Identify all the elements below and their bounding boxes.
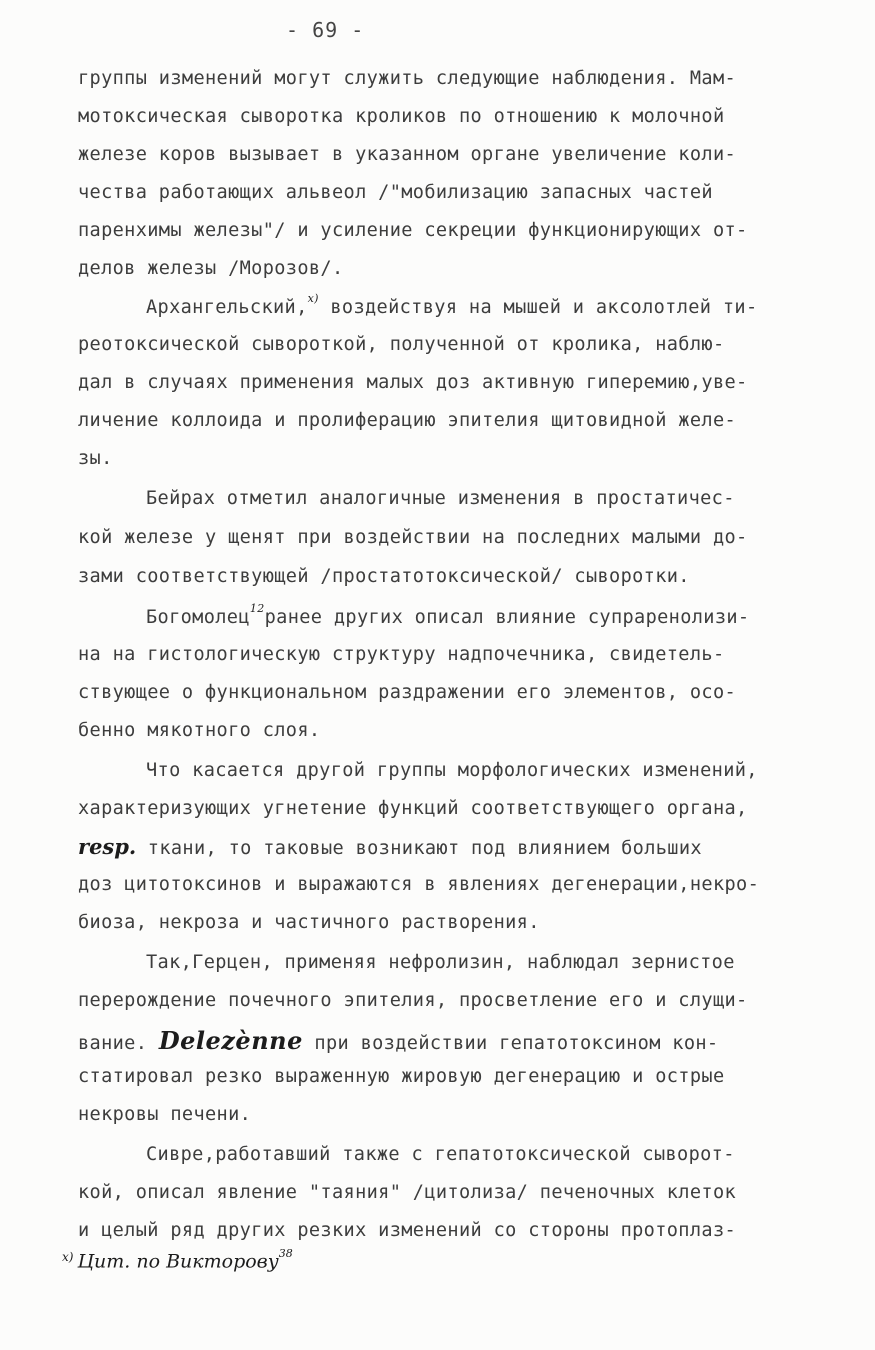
handwritten-word: resp.	[78, 834, 137, 859]
text-line	[78, 1026, 718, 1055]
footnote-marker: x)	[62, 1250, 74, 1265]
text-fragment: Богомолец	[146, 607, 250, 629]
text-line: зы.	[78, 448, 113, 469]
text-line: железе коров вызывает в указанном органе увеличение коли-	[78, 144, 737, 165]
text-line: на на гистологическую структуру надпочечника, свидетель-	[78, 644, 725, 665]
text-fragment: вание.	[78, 1033, 148, 1054]
text-line: некровы печени.	[78, 1104, 252, 1125]
text-line: Бейрах отметил аналогичные изменения в простатичес-	[146, 488, 735, 509]
text-fragment: воздействуя на мышей и аксолотлей ти-	[318, 297, 758, 319]
page-number: - 69 -	[286, 18, 365, 42]
footnote-reference-number: 38	[278, 1247, 293, 1260]
text-line: бенно мякотного слоя.	[78, 720, 321, 741]
text-line	[146, 602, 750, 629]
text-line: и целый ряд других резких изменений со стороны протоплаз-	[78, 1220, 737, 1241]
text-line: делов железы /Морозов/.	[78, 258, 344, 279]
text-line: паренхимы железы"/ и усиление секреции функционирующих от-	[78, 220, 748, 241]
text-line: характеризующих угнетение функций соответствующего органа,	[78, 798, 748, 819]
text-line: Что касается другой группы морфологических изменений,	[146, 760, 758, 781]
text-line: реотоксической сывороткой, полученной от кролика, наблю-	[78, 334, 725, 355]
text-line: личение коллоида и пролиферацию эпителия щитовидной желе-	[78, 410, 737, 431]
text-line: Сивре,работавший также с гепатотоксической сыворот-	[146, 1144, 735, 1165]
text-fragment: Архангельский,	[146, 297, 308, 319]
text-line: Так,Герцен, применяя нефролизин, наблюдал зернистое	[146, 952, 735, 973]
text-fragment: ткани, то таковые возникают под влиянием больших	[136, 838, 702, 859]
handwritten-name: Delezènne	[158, 1026, 303, 1055]
text-line: доз цитотоксинов и выражаются в явлениях дегенерации,некро-	[78, 874, 760, 895]
text-line: перерождение почечного эпителия, просветление его и слущи-	[78, 990, 748, 1011]
text-fragment: при воздействии гепатотоксином кон-	[302, 1033, 719, 1054]
text-line: кой, описал явление "таяния" /цитолиза/ печеночных клеток	[78, 1182, 737, 1203]
text-line	[146, 292, 758, 319]
reference-number: 12	[249, 602, 265, 615]
text-line: кой железе у щенят при воздействии на последних малыми до-	[78, 527, 748, 548]
text-line: статировал резко выраженную жировую дегенерацию и острые	[78, 1066, 725, 1087]
text-line: мотоксическая сыворотка кроликов по отношению к молочной	[78, 106, 725, 127]
text-line: биоза, некроза и частичного растворения.	[78, 912, 540, 933]
text-line: группы изменений могут служить следующие наблюдения. Мам-	[78, 68, 737, 89]
footnote	[62, 1247, 293, 1273]
footnote-text: Цит. по Викторову	[77, 1250, 279, 1273]
text-line: дал в случаях применения малых доз активную гиперемию,уве-	[78, 372, 748, 393]
text-line: зами соответствующей /простатотоксической/ сыворотки.	[78, 566, 690, 587]
text-line	[78, 834, 702, 859]
text-line: чества работающих альвеол /"мобилизацию запасных частей	[78, 182, 713, 203]
text-line: ствующее о функциональном раздражении его элементов, осо-	[78, 682, 737, 703]
footnote-marker: x)	[307, 292, 319, 305]
text-fragment: ранее других описал влияние супраренолизи-	[264, 607, 750, 629]
